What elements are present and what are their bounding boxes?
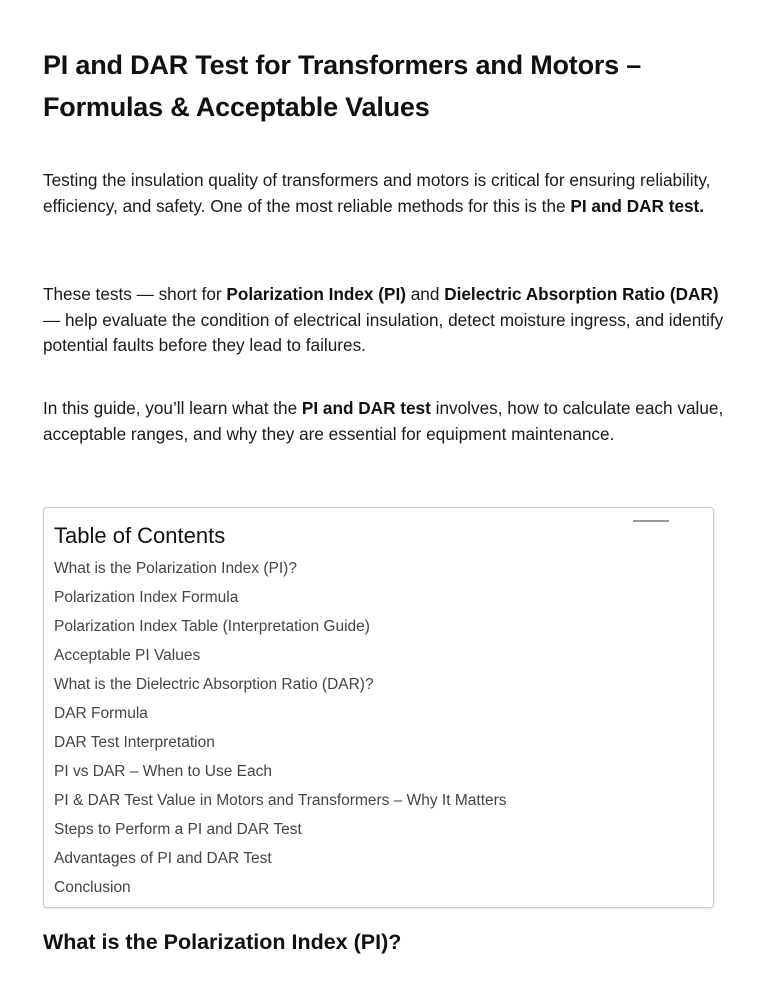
toc-link-dar-formula[interactable]: DAR Formula	[54, 705, 148, 722]
toc-item	[54, 698, 507, 727]
paragraph-bold-text: PI and DAR test	[301, 398, 431, 418]
page-title: PI and DAR Test for Transformers and Motors – Formulas & Acceptable Values	[43, 50, 642, 122]
paragraph-text: and	[405, 284, 445, 304]
toc-item	[54, 640, 507, 669]
paragraph-bold-text: PI and DAR test.	[570, 195, 705, 216]
intro-paragraph-3	[43, 396, 733, 447]
toc-link-pi-vs-dar[interactable]: PI vs DAR – When to Use Each	[54, 763, 272, 780]
paragraph-text: Testing the insulation quality of transformers and motors is critical for ensuring reliability, efficiency, and safety. One of the most reliable methods for this is the	[43, 170, 711, 216]
toc-link-what-is-pi[interactable]: What is the Polarization Index (PI)?	[54, 560, 297, 577]
toc-link-pi-formula[interactable]: Polarization Index Formula	[54, 589, 239, 606]
collapse-bar-icon	[633, 520, 669, 522]
paragraph-text: involves, how to calculate each value, acceptable ranges, and why they are essential for equipment maintenance.	[43, 398, 724, 444]
section-heading: What is the Polarization Index (PI)?	[43, 930, 402, 954]
toc-title: Table of Contents	[54, 523, 226, 548]
toc-link-what-is-dar[interactable]: What is the Dielectric Absorption Ratio (DAR)?	[54, 676, 374, 693]
toc-link-acceptable-pi[interactable]: Acceptable PI Values	[54, 647, 201, 664]
toc-toggle-button[interactable]	[633, 517, 669, 525]
paragraph-bold-text: Polarization Index (PI)	[226, 284, 406, 304]
toc-item	[54, 553, 507, 582]
paragraph-text: In this guide, you’ll learn what the	[43, 398, 302, 418]
toc-item	[54, 814, 507, 843]
intro-paragraph-1	[43, 168, 733, 219]
intro-paragraph-2	[43, 282, 733, 359]
toc-item	[54, 611, 507, 640]
paragraph-bold-text: Dielectric Absorption Ratio (DAR)	[444, 284, 719, 304]
toc-item	[54, 872, 507, 901]
toc-link-pi-table[interactable]: Polarization Index Table (Interpretation Guide)	[54, 618, 370, 635]
toc-item	[54, 582, 507, 611]
paragraph-text: These tests — short for	[43, 284, 227, 304]
toc-item	[54, 756, 507, 785]
toc-link-why-it-matters[interactable]: PI & DAR Test Value in Motors and Transformers – Why It Matters	[54, 792, 507, 809]
toc-item	[54, 843, 507, 872]
toc-link-conclusion[interactable]: Conclusion	[54, 879, 131, 896]
toc-link-dar-interpretation[interactable]: DAR Test Interpretation	[54, 734, 215, 751]
toc-item	[54, 669, 507, 698]
table-of-contents	[43, 507, 714, 908]
toc-item	[54, 727, 507, 756]
paragraph-text: — help evaluate the condition of electrical insulation, detect moisture ingress, and identify potential faults before they lead to failures.	[43, 309, 724, 355]
toc-item	[54, 785, 507, 814]
toc-link-advantages[interactable]: Advantages of PI and DAR Test	[54, 850, 272, 867]
toc-list	[54, 553, 507, 901]
toc-link-steps[interactable]: Steps to Perform a PI and DAR Test	[54, 821, 302, 838]
